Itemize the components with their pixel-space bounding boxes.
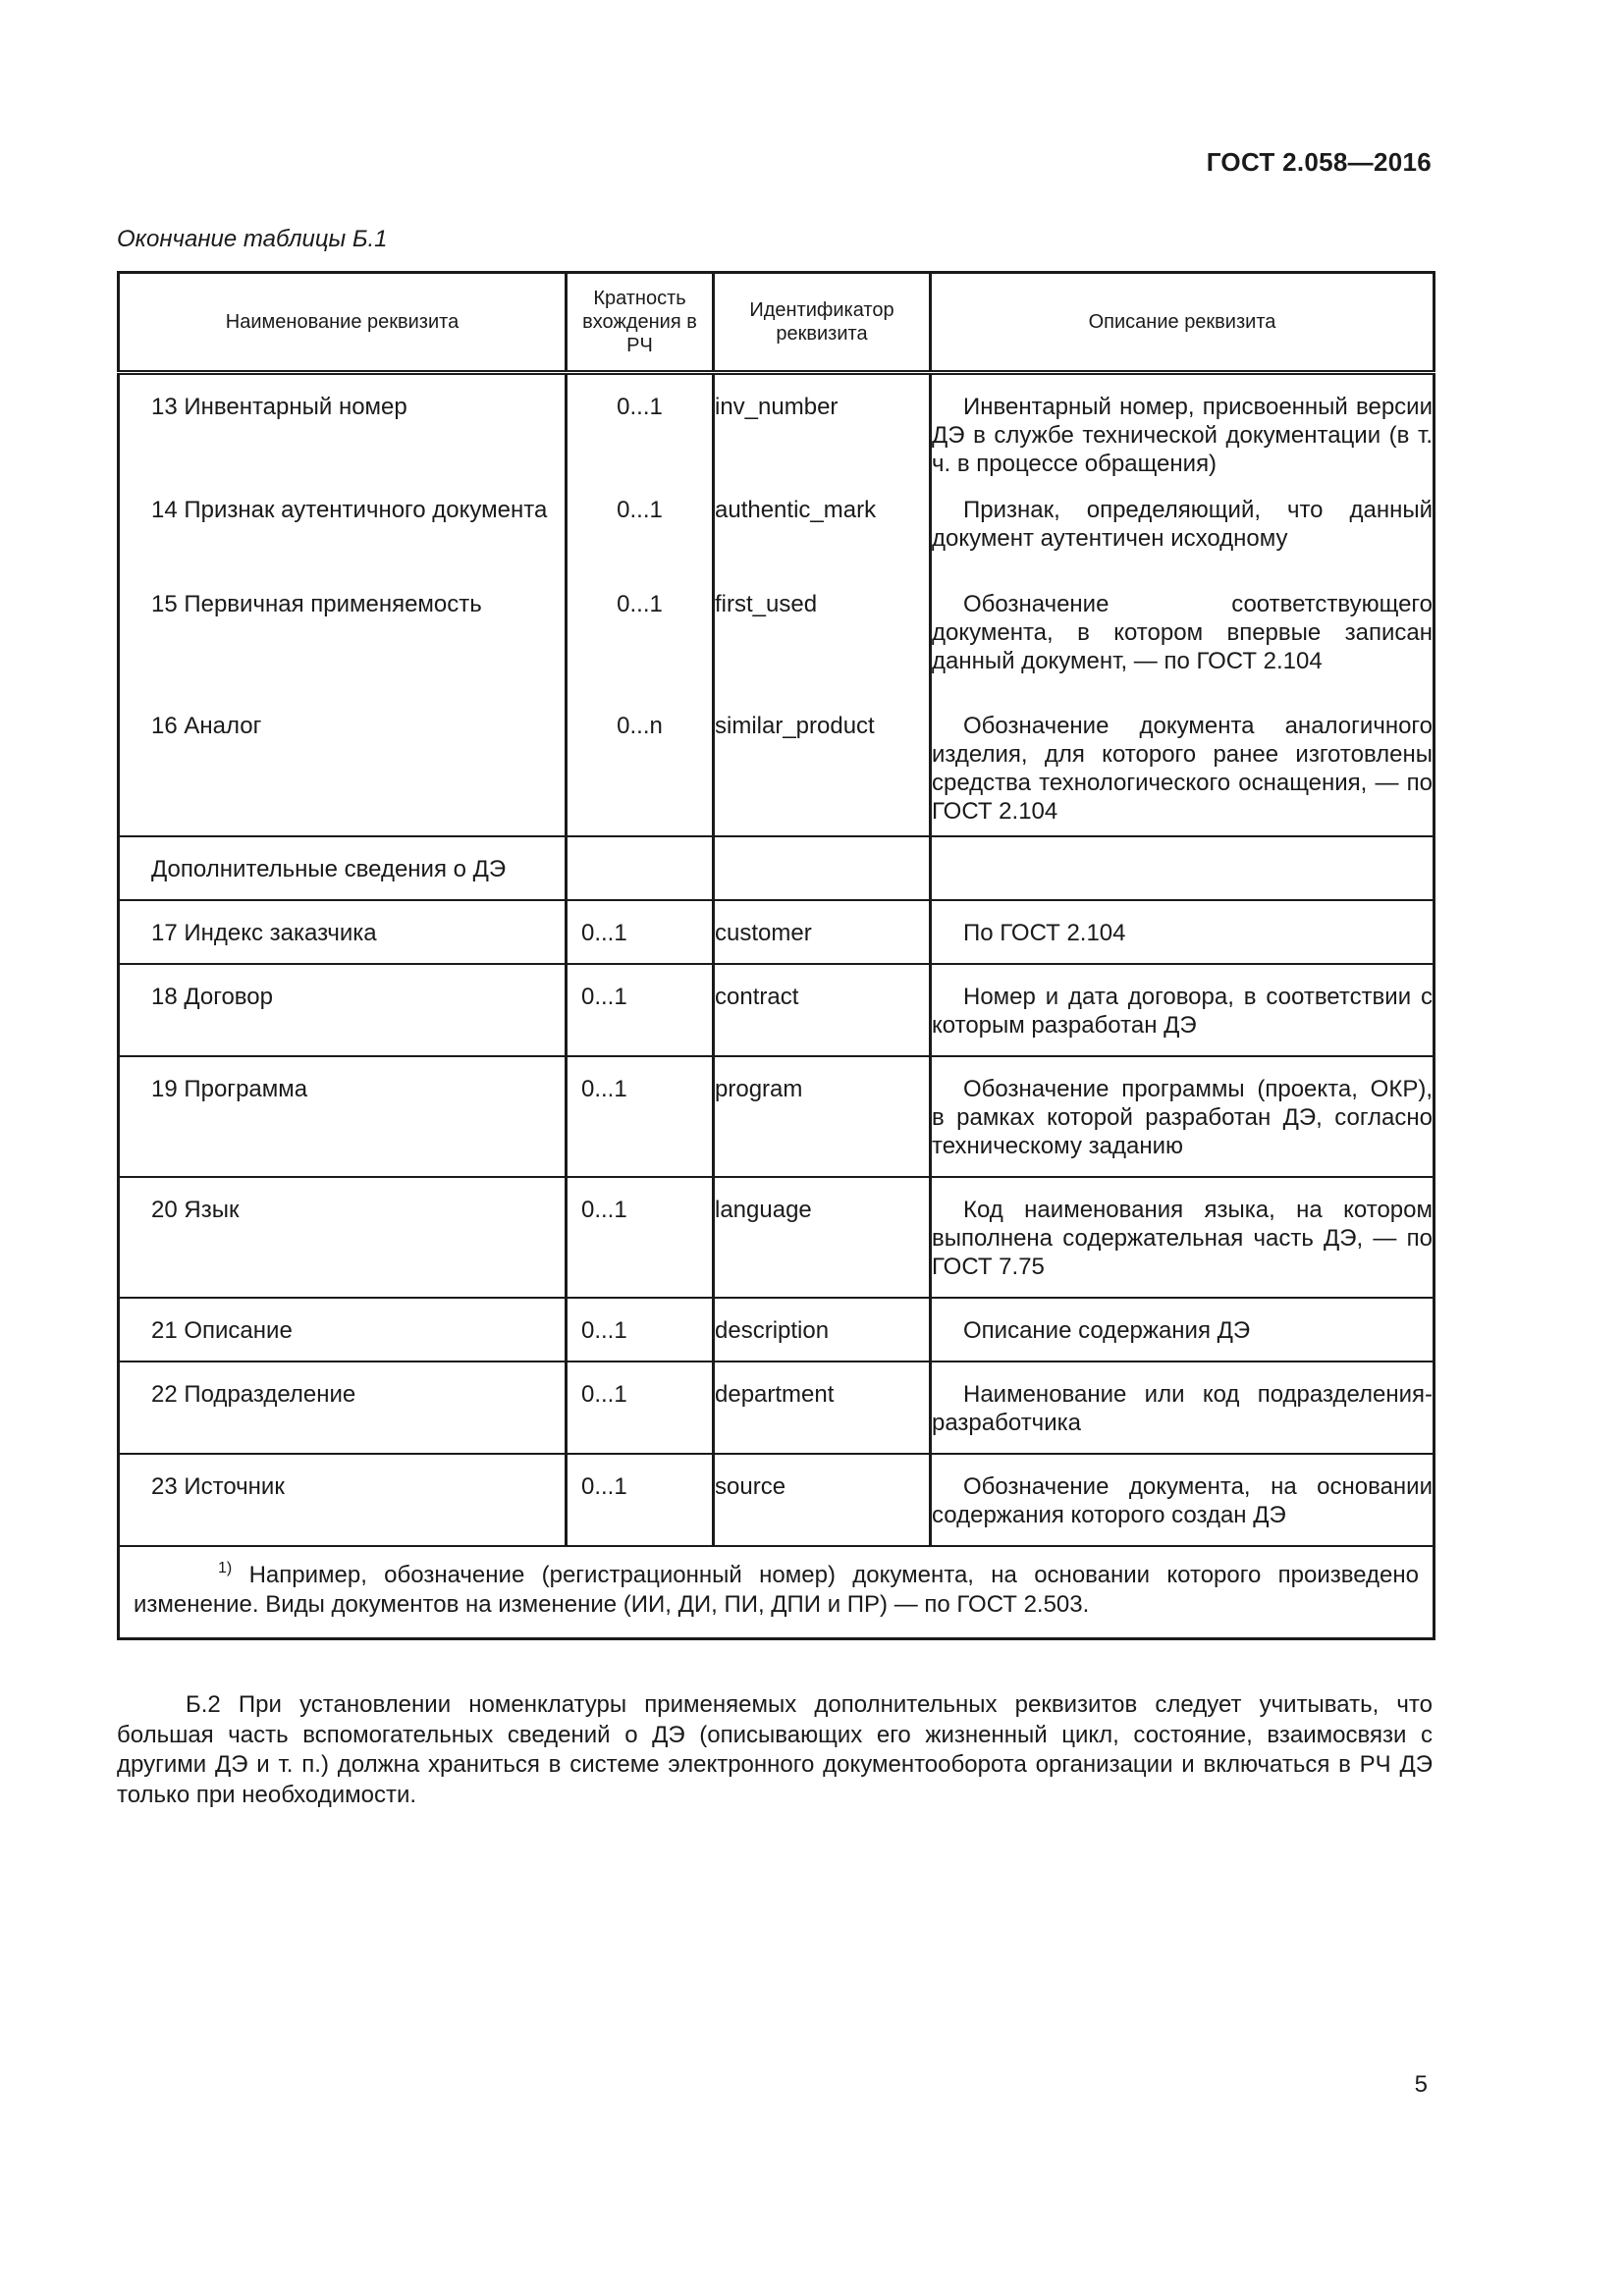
requisite-multiplicity: 0...1 <box>567 964 714 1056</box>
requisite-name: 14 Признак аутентичного документа <box>151 496 548 523</box>
column-header-multiplicity: Кратность вхождения в РЧ <box>567 273 714 373</box>
requisites-table <box>117 271 1435 1640</box>
requisite-description: Обозначение соответствующего документа, в котором впервые записан данный документ, — по ГОСТ 2.104 <box>932 590 1433 674</box>
requisite-identifier: similar_product <box>714 712 931 836</box>
requisite-multiplicity: 0...n <box>567 712 714 836</box>
requisite-name: 16 Аналог <box>151 712 262 739</box>
requisite-multiplicity: 0...1 <box>567 496 714 590</box>
column-header-name: Наименование реквизита <box>119 273 567 373</box>
table-row <box>119 1362 1435 1454</box>
requisite-identifier: authentic_mark <box>714 496 931 590</box>
requisite-identifier: contract <box>714 964 931 1056</box>
requisite-identifier: first_used <box>714 590 931 712</box>
table-row <box>119 1177 1435 1298</box>
clause-b2-paragraph: Б.2 При установлении номенклатуры применяемых дополнительных реквизитов следует учитывать, что большая часть вспомогательных сведений о ДЭ (описывающих его жизненный цикл, состояние, взаимосвязи с другими ДЭ и т. п.) должна храниться в системе электронного документооборота организации и включаться в РЧ ДЭ только при необходимости. <box>117 1691 1433 1808</box>
table-row <box>119 1454 1435 1546</box>
requisite-description: Номер и дата договора, в соответствии с которым разработан ДЭ <box>932 983 1433 1039</box>
column-header-identifier: Идентификатор реквизита <box>714 273 931 373</box>
table-row <box>119 964 1435 1056</box>
requisite-name: 20 Язык <box>151 1196 240 1223</box>
table-row <box>119 900 1435 964</box>
table-row <box>119 590 1435 712</box>
requisite-description: Обозначение документа аналогичного изделия, для которого ранее изготовлены средства технологического оснащения, — по ГОСТ 2.104 <box>932 712 1433 825</box>
requisite-multiplicity: 0...1 <box>567 1177 714 1298</box>
requisite-identifier: language <box>714 1177 931 1298</box>
footnote-mark: 1) <box>218 1559 233 1576</box>
requisite-multiplicity: 0...1 <box>567 1362 714 1454</box>
table-header-row <box>119 273 1435 373</box>
requisite-identifier: department <box>714 1362 931 1454</box>
requisite-name: 17 Индекс заказчика <box>151 919 377 946</box>
table-row <box>119 1056 1435 1177</box>
requisite-description: Описание содержания ДЭ <box>963 1316 1251 1344</box>
requisite-name: 23 Источник <box>151 1472 285 1500</box>
requisite-description: Наименование или код подразделения-разработчика <box>932 1380 1433 1436</box>
section-row <box>119 836 1435 900</box>
column-header-description: Описание реквизита <box>931 273 1435 373</box>
requisite-identifier: program <box>714 1056 931 1177</box>
requisite-description: Код наименования языка, на котором выполнена содержательная часть ДЭ, — по ГОСТ 7.75 <box>932 1196 1433 1280</box>
table-footnote <box>134 1561 1419 1620</box>
table-row <box>119 373 1435 496</box>
requisite-identifier: description <box>714 1298 931 1362</box>
requisite-multiplicity: 0...1 <box>567 1454 714 1546</box>
page-number: 5 <box>1414 2071 1428 2098</box>
requisite-identifier: customer <box>714 900 931 964</box>
requisite-name: 21 Описание <box>151 1316 293 1344</box>
table-row <box>119 1298 1435 1362</box>
document-code: ГОСТ 2.058—2016 <box>1206 147 1432 177</box>
requisite-multiplicity: 0...1 <box>567 900 714 964</box>
requisite-description: По ГОСТ 2.104 <box>963 919 1126 946</box>
requisite-name: 19 Программа <box>151 1075 308 1102</box>
requisite-multiplicity: 0...1 <box>567 1056 714 1177</box>
footnote-text: Например, обозначение (регистрационный номер) документа, на основании которого произведено изменение. Виды документов на изменение (ИИ, ДИ, ПИ, ДПИ и ПР) — по ГОСТ 2.503. <box>134 1561 1419 1618</box>
footnote-row <box>119 1546 1435 1639</box>
requisite-name: 18 Договор <box>151 983 273 1010</box>
table-row <box>119 496 1435 590</box>
requisite-identifier: inv_number <box>714 373 931 496</box>
requisite-description: Обозначение программы (проекта, ОКР), в рамках которой разработан ДЭ, согласно техническому заданию <box>932 1075 1433 1159</box>
requisite-multiplicity: 0...1 <box>567 373 714 496</box>
table-caption: Окончание таблицы Б.1 <box>117 226 388 252</box>
requisite-name: 13 Инвентарный номер <box>151 394 407 420</box>
requisite-multiplicity: 0...1 <box>567 590 714 712</box>
requisite-description: Инвентарный номер, присвоенный версии ДЭ в службе технической документации (в т. ч. в процессе обращения) <box>932 394 1433 477</box>
requisite-description: Признак, определяющий, что данный документ аутентичен исходному <box>932 496 1433 552</box>
requisite-name: 15 Первичная применяемость <box>151 590 482 617</box>
requisite-name: 22 Подразделение <box>151 1380 356 1408</box>
requisite-identifier: source <box>714 1454 931 1546</box>
requisite-description: Обозначение документа, на основании содержания которого создан ДЭ <box>932 1472 1433 1528</box>
section-title: Дополнительные сведения о ДЭ <box>151 855 507 882</box>
table-row <box>119 712 1435 836</box>
requisite-multiplicity: 0...1 <box>567 1298 714 1362</box>
